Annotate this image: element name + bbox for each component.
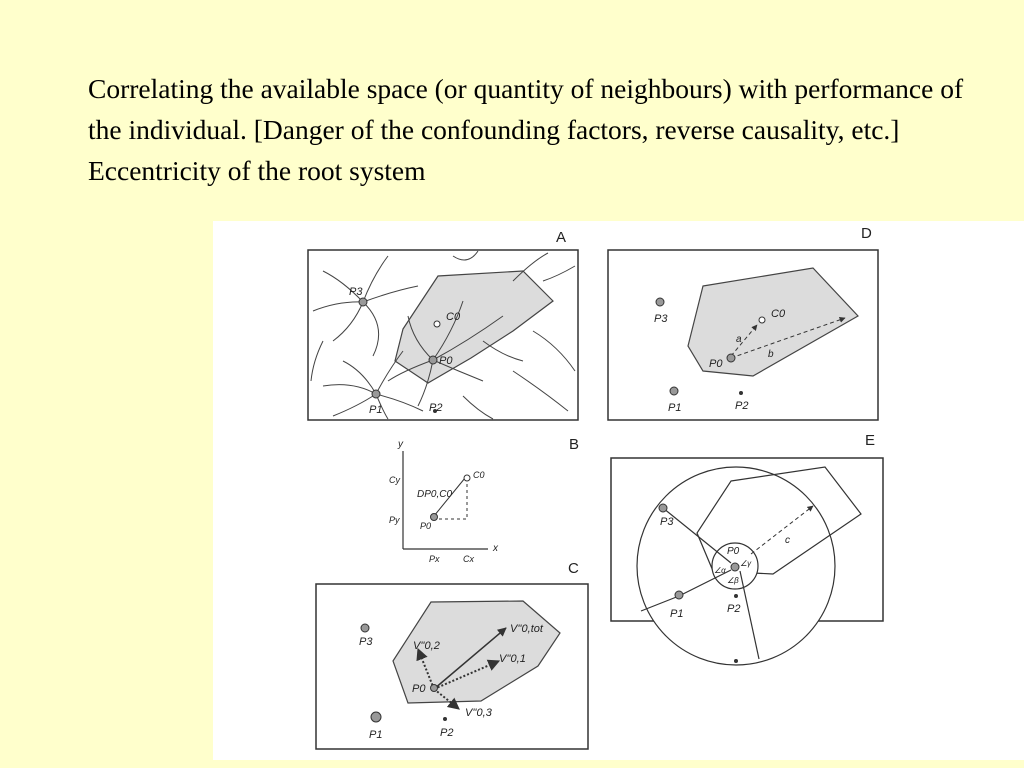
panel-b-py: Py [389,515,400,525]
panel-b-distance: DP0,C0 [417,489,453,500]
panel-c-letter: C [568,560,579,577]
panel-e-p2: P2 [727,603,741,615]
panel-c-p1: P1 [369,729,383,741]
panel-e-letter: E [865,432,876,449]
panel-d-p1: P1 [668,402,682,414]
panel-d-c0: C0 [771,308,786,320]
panel-d [608,225,878,420]
panel-c [316,560,588,749]
panel-b-cy: Cy [389,475,400,485]
panel-a [308,229,578,420]
slide-text: Correlating the available space (or quantity of neighbours) with performance of the individual. [Danger of the confounding factors, reverse causality, etc.] Eccentricity of the root system [88,73,964,186]
panel-e-gamma: ∠γ [740,559,752,568]
panel-a-letter: A [556,229,567,246]
panel-e-p1: P1 [670,608,684,620]
panel-d-letter: D [861,225,872,242]
panel-a-p0: P0 [439,355,453,367]
panel-b-y-axis: y [398,439,403,450]
panel-e-alpha: ∠α [714,566,726,575]
panel-e-beta: ∠β [727,576,739,585]
panel-c-v01: V''0,1 [499,653,526,665]
figure-svg [213,221,1024,760]
panel-e-p3: P3 [660,516,674,528]
panel-c-v03: V''0,3 [465,707,492,719]
panel-d-b: b [768,349,774,360]
panel-c-p0: P0 [412,683,426,695]
panel-e-p0: P0 [727,546,740,557]
panel-d-p2: P2 [735,400,749,412]
panel-d-a: a [736,334,742,345]
panel-d-p3: P3 [654,313,668,325]
panel-c-p3: P3 [359,636,373,648]
panel-e [611,432,883,665]
panel-a-p2: P2 [429,402,443,414]
panel-a-c0: C0 [446,311,461,323]
panel-d-p0: P0 [709,358,723,370]
panel-a-territory [395,271,553,383]
panel-c-p2: P2 [440,727,454,739]
panel-b-x-axis: x [493,543,498,554]
panel-b [389,436,579,564]
panel-b-c0: C0 [473,470,485,480]
panel-b-cx: Cx [463,554,474,564]
panel-e-c: c [785,535,790,546]
root-system-figure [213,221,1024,760]
panel-b-p0: P0 [420,521,432,531]
panel-a-p3: P3 [349,286,363,298]
panel-c-vtot: V''0,tot [510,623,543,635]
panel-a-p1: P1 [369,404,383,416]
panel-b-px: Px [429,554,440,564]
panel-c-v02: V''0,2 [413,640,440,652]
panel-b-letter: B [569,436,580,453]
